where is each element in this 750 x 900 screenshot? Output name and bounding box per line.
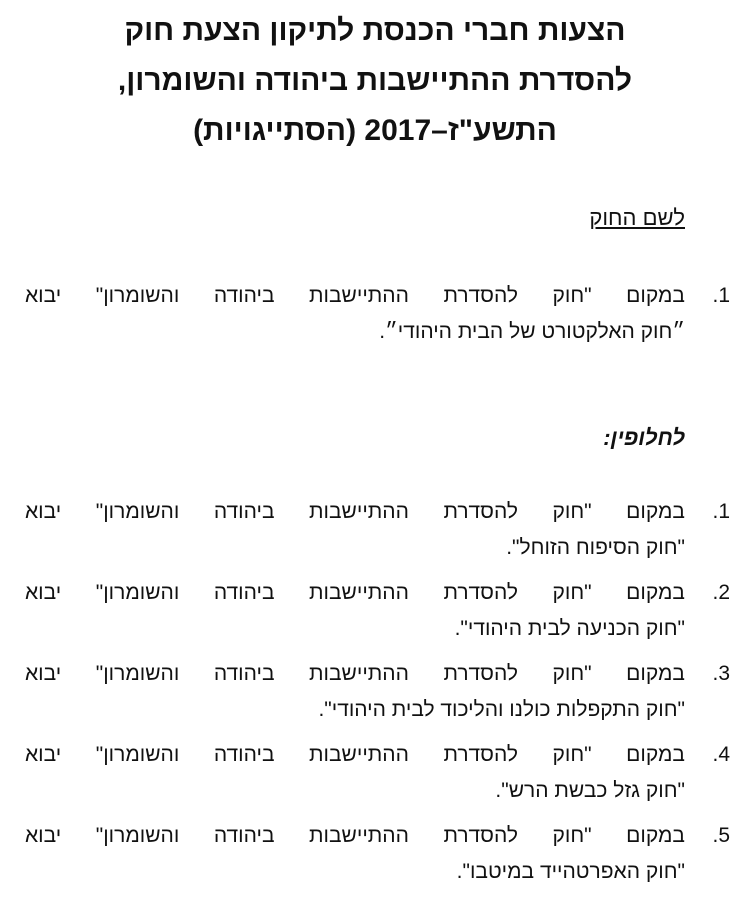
list-item — [25, 737, 730, 809]
item-text-line-2: "חוק הכניעה לבית היהודי". — [454, 617, 685, 640]
item-text-line-1: במקום "חוק להסדרת ההתיישבות ביהודה והשומרון" יבוא — [25, 581, 685, 604]
item-text-line-2: "חוק התקפלות כולנו והליכוד לבית היהודי". — [318, 698, 685, 721]
item-number: 3. — [712, 662, 730, 685]
title-line-1: הצעות חברי הכנסת לתיקון הצעת חוק — [124, 14, 626, 47]
item-text-line-2: "חוק הסיפוח הזוחל". — [506, 536, 685, 559]
item-number: 4. — [712, 743, 730, 766]
item-text-line-1: במקום "חוק להסדרת ההתיישבות ביהודה והשומרון" יבוא — [25, 284, 685, 307]
item-number: 2. — [712, 581, 730, 604]
item-text-line-1: במקום "חוק להסדרת ההתיישבות ביהודה והשומרון" יבוא — [25, 824, 685, 847]
section-heading-law-name: לשם החוק — [589, 205, 685, 230]
item-number: 1. — [712, 284, 730, 307]
item-number: 1. — [712, 500, 730, 523]
document-title — [40, 6, 710, 156]
list-item — [25, 818, 730, 890]
item-text-line-1: במקום "חוק להסדרת ההתיישבות ביהודה והשומרון" יבוא — [25, 662, 685, 685]
item-text-line-2: ״חוק האלקטורט של הבית היהודי״. — [379, 320, 685, 343]
item-text-line-2: "חוק גזל כבשת הרש". — [495, 779, 685, 802]
item-text-line-1: במקום "חוק להסדרת ההתיישבות ביהודה והשומרון" יבוא — [25, 743, 685, 766]
item-number: 5. — [712, 824, 730, 847]
list-item — [25, 494, 730, 566]
item-text-line-1: במקום "חוק להסדרת ההתיישבות ביהודה והשומרון" יבוא — [25, 500, 685, 523]
list-item — [25, 656, 730, 728]
section-heading-alternatively: לחלופין: — [603, 425, 685, 450]
title-line-3: התשע"ז–2017 (הסתייגויות) — [193, 114, 557, 147]
title-line-2: להסדרת ההתיישבות ביהודה והשומרון, — [117, 64, 633, 97]
item-text-line-2: "חוק האפרטהייד במיטבו". — [456, 860, 685, 883]
list-item — [25, 278, 730, 350]
list-item — [25, 575, 730, 647]
